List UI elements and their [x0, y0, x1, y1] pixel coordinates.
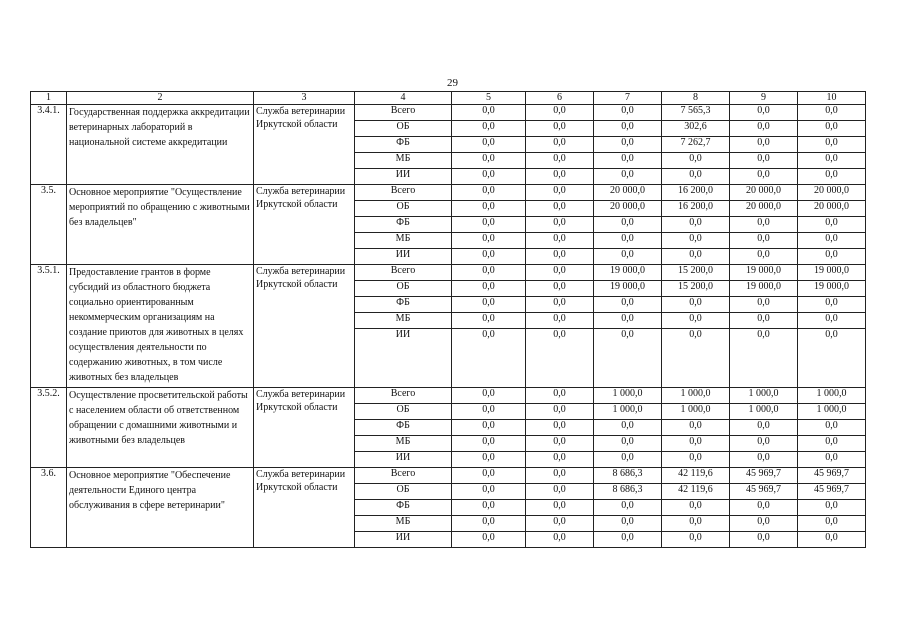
amount-cell: 45 969,7 [798, 468, 866, 484]
funding-source: Всего [355, 388, 452, 404]
amount-cell: 0,0 [594, 153, 662, 169]
amount-cell: 0,0 [452, 233, 526, 249]
table-row [31, 388, 866, 404]
amount-cell: 0,0 [526, 201, 594, 217]
amount-cell: 0,0 [662, 249, 730, 265]
item-name: Основное мероприятие "Осуществление мероприятий по обращению с животными без владельцев" [67, 185, 254, 265]
funding-source: ФБ [355, 217, 452, 233]
amount-cell: 0,0 [662, 217, 730, 233]
amount-cell: 1 000,0 [594, 388, 662, 404]
amount-cell: 0,0 [526, 532, 594, 548]
funding-source: ИИ [355, 329, 452, 388]
amount-cell: 0,0 [730, 217, 798, 233]
amount-cell: 0,0 [452, 484, 526, 500]
funding-source: Всего [355, 468, 452, 484]
amount-cell: 0,0 [526, 249, 594, 265]
item-number: 3.5.2. [31, 388, 67, 468]
table-row [31, 468, 866, 484]
funding-source: ФБ [355, 297, 452, 313]
column-header: 1 [31, 92, 67, 105]
amount-cell: 0,0 [594, 313, 662, 329]
amount-cell: 1 000,0 [662, 404, 730, 420]
amount-cell: 0,0 [452, 121, 526, 137]
amount-cell: 0,0 [452, 404, 526, 420]
funding-source: МБ [355, 516, 452, 532]
column-header: 8 [662, 92, 730, 105]
amount-cell: 0,0 [662, 313, 730, 329]
amount-cell: 7 262,7 [662, 137, 730, 153]
item-executor: Служба ветеринарии Иркутской области [254, 265, 355, 388]
amount-cell: 15 200,0 [662, 281, 730, 297]
amount-cell: 0,0 [526, 313, 594, 329]
table-body [31, 92, 866, 548]
item-executor: Служба ветеринарии Иркутской области [254, 185, 355, 265]
amount-cell: 0,0 [526, 281, 594, 297]
amount-cell: 302,6 [662, 121, 730, 137]
amount-cell: 0,0 [452, 452, 526, 468]
amount-cell: 20 000,0 [730, 185, 798, 201]
amount-cell: 0,0 [730, 105, 798, 121]
funding-source: ОБ [355, 404, 452, 420]
amount-cell: 0,0 [452, 185, 526, 201]
amount-cell: 20 000,0 [798, 185, 866, 201]
amount-cell: 0,0 [452, 468, 526, 484]
amount-cell: 0,0 [594, 233, 662, 249]
amount-cell: 0,0 [798, 313, 866, 329]
amount-cell: 0,0 [798, 121, 866, 137]
amount-cell: 0,0 [452, 388, 526, 404]
amount-cell: 0,0 [452, 201, 526, 217]
amount-cell: 0,0 [526, 233, 594, 249]
amount-cell: 0,0 [662, 532, 730, 548]
amount-cell: 0,0 [662, 329, 730, 388]
funding-source: МБ [355, 313, 452, 329]
amount-cell: 0,0 [730, 297, 798, 313]
column-header: 5 [452, 92, 526, 105]
amount-cell: 0,0 [452, 137, 526, 153]
funding-source: ФБ [355, 137, 452, 153]
amount-cell: 19 000,0 [594, 265, 662, 281]
amount-cell: 0,0 [452, 217, 526, 233]
amount-cell: 0,0 [662, 153, 730, 169]
amount-cell: 0,0 [662, 500, 730, 516]
funding-source: МБ [355, 436, 452, 452]
amount-cell: 0,0 [730, 452, 798, 468]
amount-cell: 20 000,0 [594, 201, 662, 217]
item-number: 3.4.1. [31, 105, 67, 185]
amount-cell: 0,0 [798, 420, 866, 436]
amount-cell: 0,0 [730, 420, 798, 436]
amount-cell: 0,0 [526, 329, 594, 388]
funding-source: ОБ [355, 281, 452, 297]
item-name: Основное мероприятие "Обеспечение деятельности Единого центра обслуживания в сфере ветеринарии" [67, 468, 254, 548]
table-row [31, 185, 866, 201]
amount-cell: 16 200,0 [662, 185, 730, 201]
amount-cell: 19 000,0 [594, 281, 662, 297]
amount-cell: 1 000,0 [798, 388, 866, 404]
funding-source: Всего [355, 105, 452, 121]
amount-cell: 0,0 [526, 265, 594, 281]
amount-cell: 0,0 [730, 169, 798, 185]
amount-cell: 0,0 [594, 516, 662, 532]
program-table [30, 91, 866, 548]
amount-cell: 0,0 [452, 420, 526, 436]
amount-cell: 0,0 [452, 436, 526, 452]
table-row [31, 265, 866, 281]
amount-cell: 0,0 [452, 516, 526, 532]
column-header-row [31, 92, 866, 105]
amount-cell: 0,0 [798, 169, 866, 185]
amount-cell: 0,0 [452, 105, 526, 121]
amount-cell: 0,0 [730, 436, 798, 452]
funding-source: ФБ [355, 420, 452, 436]
amount-cell: 0,0 [594, 532, 662, 548]
amount-cell: 0,0 [594, 500, 662, 516]
amount-cell: 0,0 [662, 233, 730, 249]
amount-cell: 0,0 [526, 516, 594, 532]
amount-cell: 19 000,0 [798, 265, 866, 281]
amount-cell: 0,0 [452, 297, 526, 313]
amount-cell: 0,0 [798, 217, 866, 233]
amount-cell: 0,0 [594, 452, 662, 468]
amount-cell: 0,0 [594, 121, 662, 137]
amount-cell: 20 000,0 [798, 201, 866, 217]
amount-cell: 0,0 [798, 249, 866, 265]
amount-cell: 0,0 [526, 121, 594, 137]
amount-cell: 1 000,0 [730, 388, 798, 404]
amount-cell: 0,0 [730, 153, 798, 169]
column-header: 10 [798, 92, 866, 105]
amount-cell: 0,0 [526, 420, 594, 436]
amount-cell: 0,0 [798, 516, 866, 532]
column-header: 2 [67, 92, 254, 105]
funding-source: ИИ [355, 249, 452, 265]
amount-cell: 0,0 [526, 452, 594, 468]
amount-cell: 0,0 [452, 500, 526, 516]
amount-cell: 19 000,0 [798, 281, 866, 297]
amount-cell: 42 119,6 [662, 468, 730, 484]
amount-cell: 20 000,0 [594, 185, 662, 201]
funding-source: Всего [355, 185, 452, 201]
column-header: 3 [254, 92, 355, 105]
funding-source: ОБ [355, 201, 452, 217]
amount-cell: 45 969,7 [798, 484, 866, 500]
amount-cell: 0,0 [730, 313, 798, 329]
amount-cell: 0,0 [526, 388, 594, 404]
amount-cell: 0,0 [798, 153, 866, 169]
amount-cell: 0,0 [730, 137, 798, 153]
item-executor: Служба ветеринарии Иркутской области [254, 105, 355, 185]
amount-cell: 0,0 [730, 121, 798, 137]
amount-cell: 0,0 [798, 297, 866, 313]
amount-cell: 0,0 [526, 185, 594, 201]
item-number: 3.5.1. [31, 265, 67, 388]
amount-cell: 0,0 [662, 452, 730, 468]
funding-source: ИИ [355, 532, 452, 548]
amount-cell: 0,0 [594, 297, 662, 313]
amount-cell: 45 969,7 [730, 484, 798, 500]
amount-cell: 0,0 [526, 217, 594, 233]
amount-cell: 1 000,0 [798, 404, 866, 420]
amount-cell: 0,0 [526, 468, 594, 484]
amount-cell: 0,0 [798, 137, 866, 153]
amount-cell: 0,0 [798, 436, 866, 452]
funding-source: ИИ [355, 169, 452, 185]
amount-cell: 0,0 [594, 217, 662, 233]
amount-cell: 19 000,0 [730, 281, 798, 297]
amount-cell: 0,0 [730, 516, 798, 532]
column-header: 7 [594, 92, 662, 105]
amount-cell: 19 000,0 [730, 265, 798, 281]
item-number: 3.6. [31, 468, 67, 548]
amount-cell: 0,0 [798, 500, 866, 516]
amount-cell: 0,0 [730, 500, 798, 516]
amount-cell: 0,0 [662, 516, 730, 532]
item-name: Осуществление просветительской работы с населением области об ответственном обращении с домашними животными и животными без владельцев [67, 388, 254, 468]
funding-source: ИИ [355, 452, 452, 468]
amount-cell: 0,0 [452, 313, 526, 329]
amount-cell: 0,0 [662, 420, 730, 436]
item-executor: Служба ветеринарии Иркутской области [254, 388, 355, 468]
amount-cell: 0,0 [730, 233, 798, 249]
amount-cell: 0,0 [798, 452, 866, 468]
amount-cell: 0,0 [798, 233, 866, 249]
amount-cell: 8 686,3 [594, 484, 662, 500]
item-name: Государственная поддержка аккредитации ветеринарных лабораторий в национальной системе аккредитации [67, 105, 254, 185]
amount-cell: 0,0 [526, 436, 594, 452]
amount-cell: 1 000,0 [730, 404, 798, 420]
amount-cell: 0,0 [594, 249, 662, 265]
amount-cell: 0,0 [594, 105, 662, 121]
amount-cell: 0,0 [452, 249, 526, 265]
amount-cell: 0,0 [452, 532, 526, 548]
funding-source: МБ [355, 233, 452, 249]
amount-cell: 7 565,3 [662, 105, 730, 121]
item-name: Предоставление грантов в форме субсидий из областного бюджета социально ориентированным некоммерческим организациям на создание приютов для животных в целях осуществления деятельности по содержанию животных, в том числе животных без владельцев [67, 265, 254, 388]
amount-cell: 0,0 [526, 484, 594, 500]
amount-cell: 0,0 [452, 169, 526, 185]
amount-cell: 0,0 [662, 436, 730, 452]
page-number: 29 [447, 77, 458, 89]
amount-cell: 42 119,6 [662, 484, 730, 500]
amount-cell: 0,0 [526, 297, 594, 313]
amount-cell: 0,0 [526, 169, 594, 185]
amount-cell: 0,0 [526, 137, 594, 153]
amount-cell: 0,0 [452, 281, 526, 297]
funding-source: ФБ [355, 500, 452, 516]
amount-cell: 0,0 [526, 105, 594, 121]
funding-source: МБ [355, 153, 452, 169]
amount-cell: 8 686,3 [594, 468, 662, 484]
amount-cell: 0,0 [730, 329, 798, 388]
column-header: 4 [355, 92, 452, 105]
amount-cell: 0,0 [594, 436, 662, 452]
amount-cell: 0,0 [452, 265, 526, 281]
amount-cell: 0,0 [526, 153, 594, 169]
column-header: 9 [730, 92, 798, 105]
item-executor: Служба ветеринарии Иркутской области [254, 468, 355, 548]
funding-source: ОБ [355, 121, 452, 137]
amount-cell: 0,0 [594, 137, 662, 153]
amount-cell: 1 000,0 [594, 404, 662, 420]
amount-cell: 20 000,0 [730, 201, 798, 217]
amount-cell: 0,0 [730, 532, 798, 548]
amount-cell: 0,0 [662, 297, 730, 313]
funding-source: Всего [355, 265, 452, 281]
amount-cell: 0,0 [798, 105, 866, 121]
amount-cell: 0,0 [594, 329, 662, 388]
table-row [31, 105, 866, 121]
amount-cell: 0,0 [798, 532, 866, 548]
amount-cell: 0,0 [730, 249, 798, 265]
amount-cell: 0,0 [798, 329, 866, 388]
amount-cell: 0,0 [526, 404, 594, 420]
column-header: 6 [526, 92, 594, 105]
amount-cell: 0,0 [662, 169, 730, 185]
amount-cell: 1 000,0 [662, 388, 730, 404]
funding-source: ОБ [355, 484, 452, 500]
amount-cell: 0,0 [452, 153, 526, 169]
amount-cell: 0,0 [526, 500, 594, 516]
amount-cell: 0,0 [452, 329, 526, 388]
amount-cell: 0,0 [594, 420, 662, 436]
amount-cell: 0,0 [594, 169, 662, 185]
amount-cell: 45 969,7 [730, 468, 798, 484]
amount-cell: 15 200,0 [662, 265, 730, 281]
amount-cell: 16 200,0 [662, 201, 730, 217]
item-number: 3.5. [31, 185, 67, 265]
